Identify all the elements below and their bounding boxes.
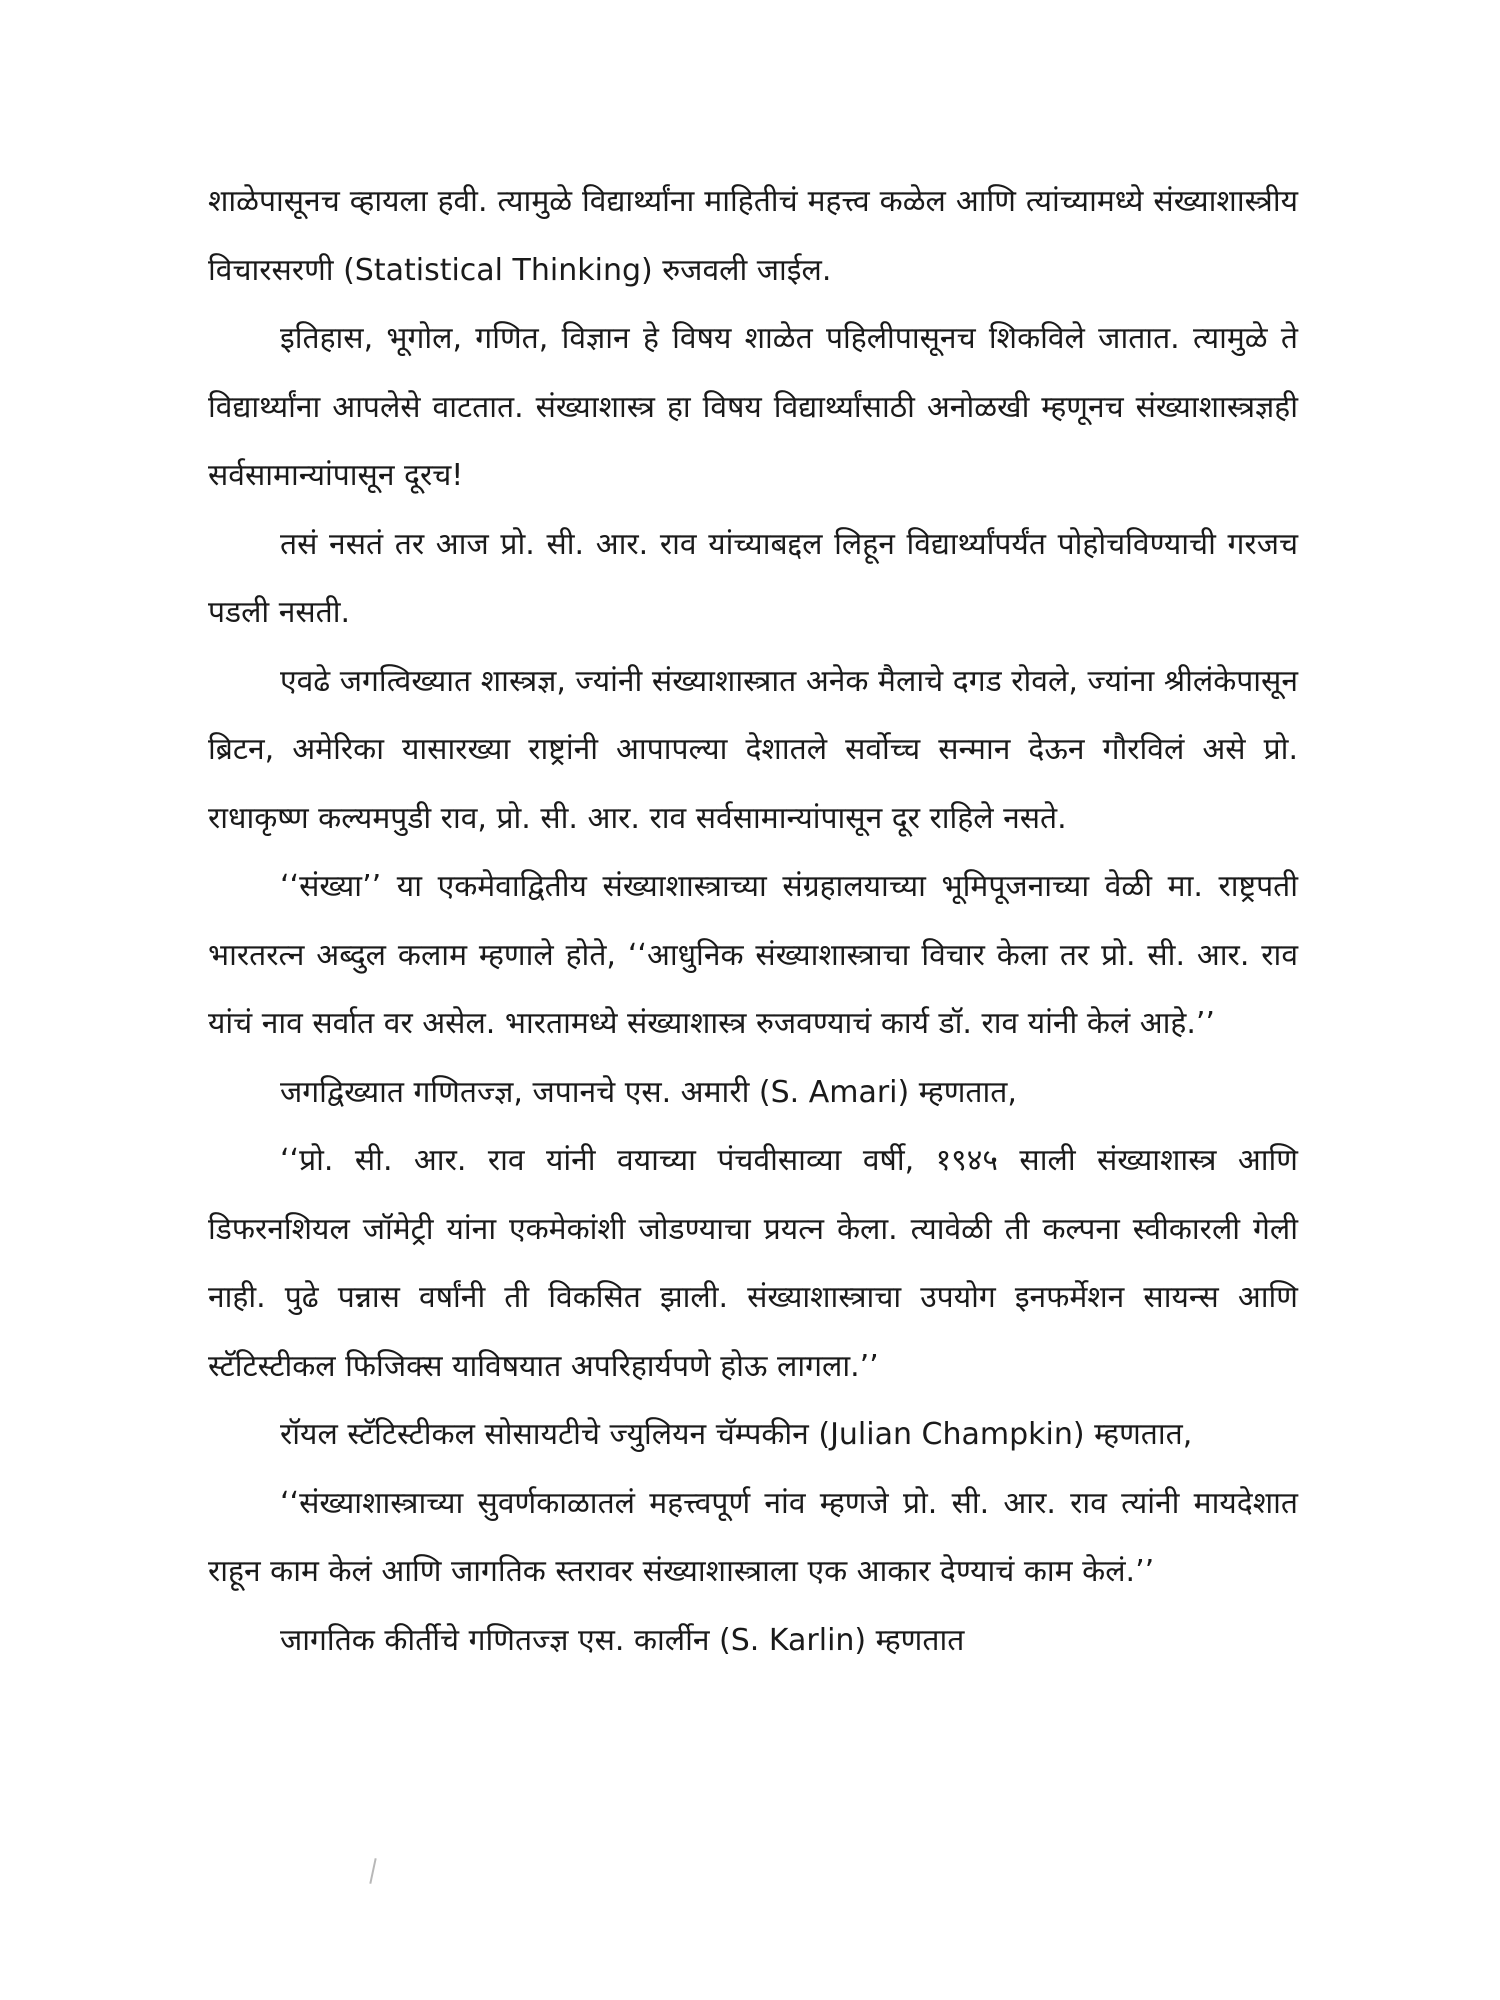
scan-mark xyxy=(369,1858,376,1884)
paragraph-2: इतिहास, भूगोल, गणित, विज्ञान हे विषय शाळेत पहिलीपासूनच शिकविले जातात. त्यामुळे ते विद्यार्थ्यांना आपलेसे वाटतात. संख्याशास्त्र हा विषय विद्यार्थ्यांसाठी अनोळखी म्हणूनच संख्याशास्त्रज्ञही सर्वसामान्यांपासून दूरच! xyxy=(208,321,1298,493)
paragraph-6-amari-intro: जगद्विख्यात गणितज्ज्ञ, जपानचे एस. अमारी (S. Amari) म्हणतात, xyxy=(280,1074,1017,1110)
paragraph-3: तसं नसतं तर आज प्रो. सी. आर. राव यांच्याबद्दल लिहून विद्यार्थ्यांपर्यंत पोहोचविण्याची गरजच पडली नसती. xyxy=(208,526,1298,630)
paragraph-4: एवढे जगत्विख्यात शास्त्रज्ञ, ज्यांनी संख्याशास्त्रात अनेक मैलाचे दगड रोवले, ज्यांना श्रीलंकेपासून ब्रिटन, अमेरिका यासारख्या राष्ट्रांनी आपापल्या देशातले सर्वोच्च सन्मान देऊन गौरविलं असे प्रो. राधाकृष्ण कल्यमपुडी राव, प्रो. सी. आर. राव सर्वसामान्यांपासून दूर राहिले नसते. xyxy=(208,663,1298,836)
paragraph-1: शाळेपासूनच व्हायला हवी. त्यामुळे विद्यार्थ्यांना माहितीचं महत्त्व कळेल आणि त्यांच्यामध्ये संख्याशास्त्रीय विचारसरणी (Statistical Thinking) रुजवली जाईल. xyxy=(208,184,1298,288)
paragraph-7-amari-quote: ‘‘प्रो. सी. आर. राव यांनी वयाच्या पंचवीसाव्या वर्षी, १९४५ साली संख्याशास्त्र आणि डिफरनशियल जॉमेट्री यांना एकमेकांशी जोडण्याचा प्रयत्न केला. त्यावेळी ती कल्पना स्वीकारली गेली नाही. पुढे पन्नास वर्षांनी ती विकसित झाली. संख्याशास्त्राचा उपयोग इनफर्मेशन सायन्स आणि स्टॅटिस्टीकल फिजिक्स याविषयात अपरिहार्यपणे होऊ लागला.’’ xyxy=(208,1143,1298,1384)
paragraph-5-kalam-quote: ‘‘संख्या’’ या एकमेवाद्वितीय संख्याशास्त्राच्या संग्रहालयाच्या भूमिपूजनाच्या वेळी मा. राष्ट्रपती भारतरत्न अब्दुल कलाम म्हणाले होते, ‘‘आधुनिक संख्याशास्त्राचा विचार केला तर प्रो. सी. आर. राव यांचं नाव सर्वात वर असेल. भारतामध्ये संख्याशास्त्र रुजवण्याचं कार्य डॉ. राव यांनी केलं आहे.’’ xyxy=(208,869,1298,1041)
paragraph-8-champkin-intro: रॉयल स्टॅटिस्टीकल सोसायटीचे ज्युलियन चॅम्पकीन (Julian Champkin) म्हणतात, xyxy=(280,1417,1193,1452)
body-text xyxy=(208,168,1298,1675)
paragraph-9-champkin-quote: ‘‘संख्याशास्त्राच्या सुवर्णकाळातलं महत्त्वपूर्ण नांव म्हणजे प्रो. सी. आर. राव त्यांनी मायदेशात राहून काम केलं आणि जागतिक स्तरावर संख्याशास्त्राला एक आकार देण्याचं काम केलं.’’ xyxy=(208,1485,1298,1589)
paragraph-10-karlin-intro: जागतिक कीर्तीचे गणितज्ज्ञ एस. कार्लीन (S. Karlin) म्हणतात xyxy=(280,1622,965,1658)
